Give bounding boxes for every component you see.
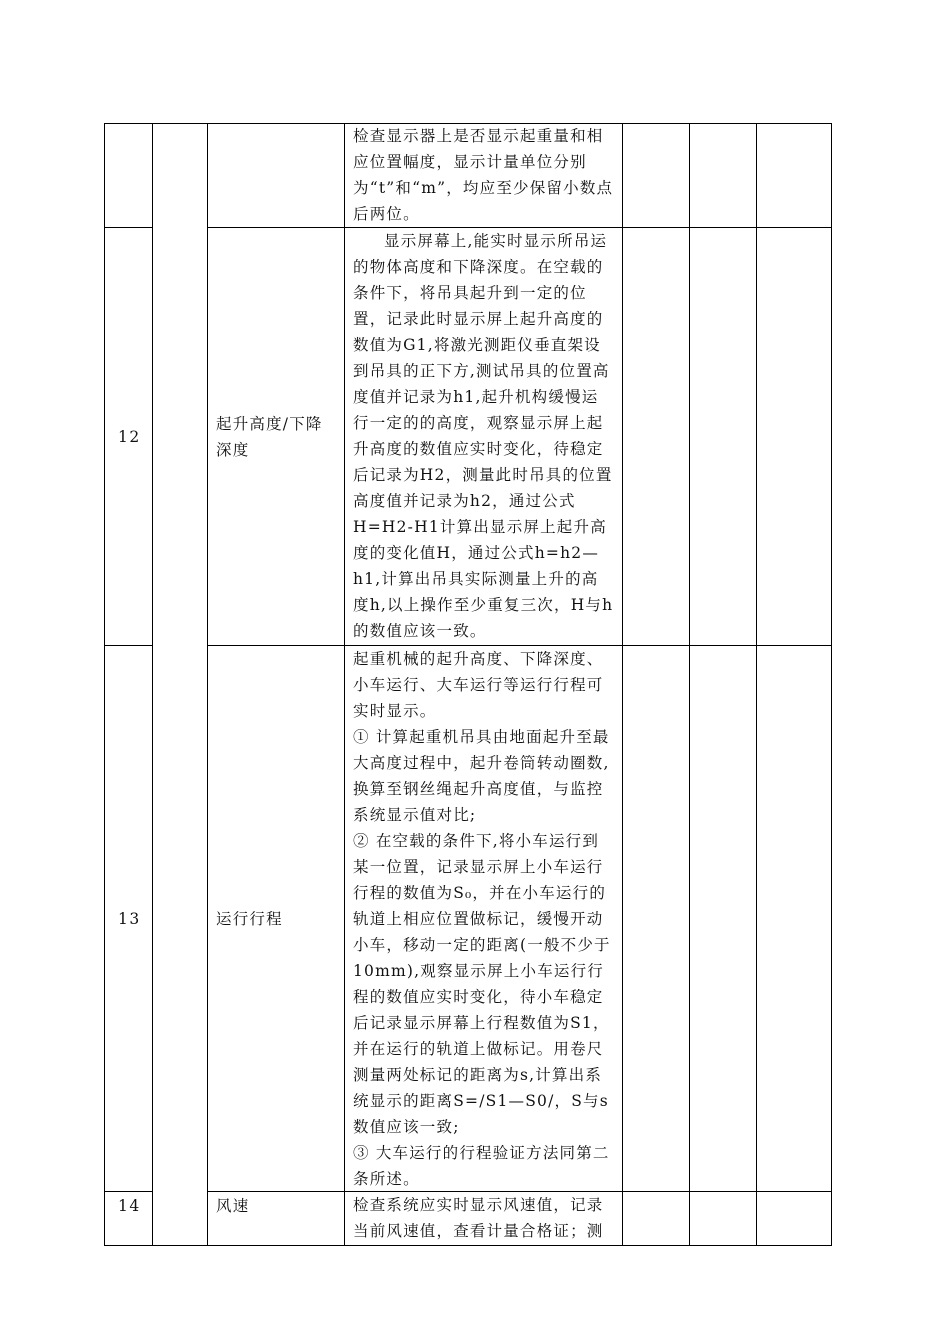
check-item: 运行行程 [216,910,283,928]
check-item: 起升高度/下降深度 [216,415,323,459]
table-row [353,123,615,227]
check-content: 显示屏幕上,能实时显示所吊运的物体高度和下降深度。在空载的条件下，将吊具起升到一定的位置，记录此时显示屏上起升高度的数值为G1,将激光测距仪垂直架设到吊具的正下方,测试吊具的位置高度值并记录为h1,起升机构缓慢运行一定的的高度，观察显示屏上起升高度的数值应实时变化，待稳定后记录为H2，测量此时吊具的位置高度值并记录为h2，通过公式H=H2-H1计算出显示屏上起升高度的变化值H，通过公式h=h2—h1,计算出吊具实际测量上升的高度h,以上操作至少重复三次，H与h的数值应该一致。 [353,232,614,640]
row-number: 14 [118,1197,141,1215]
check-content-step-2: ② 在空载的条件下,将小车运行到某一位置，记录显示屏上小车运行行程的数值为S₀，并在小车运行的轨道上相应位置做标记，缓慢开动小车，移动一定的距离(一般不少于10mm),观察显示屏上小车运行行程的数值应实时变化，待小车稳定后记录显示屏幕上行程数值为S1，并在运行的轨道上做标记。用卷尺测量两处标记的距离为s,计算出系统显示的距离S=/S1—S0/，S与s数值应该一致; [353,832,611,1136]
column-divider [831,123,832,1246]
check-content: 检查系统应实时显示风速值，记录当前风速值，查看计量合格证；测 [353,1196,604,1240]
row-number: 13 [118,910,141,928]
column-divider [622,123,623,1246]
table-row [353,1192,615,1244]
table-row [353,646,615,1192]
check-content: 起重机械的起升高度、下降深度、小车运行、大车运行等运行行程可实时显示。 [353,650,604,720]
table-bottom-border [104,1245,832,1246]
column-divider [207,123,208,1246]
column-divider [689,123,690,1246]
check-item: 风速 [216,1197,250,1215]
column-divider [344,123,345,1246]
row-divider [104,645,152,646]
check-content: 检查显示器上是否显示起重量和相应位置幅度，显示计量单位分别为“t”和“m”，均应至少保留小数点后两位。 [353,127,614,223]
row-number: 12 [118,428,141,446]
row-divider [104,227,152,228]
check-content-step-3: ③ 大车运行的行程验证方法同第二条所述。 [353,1144,610,1188]
column-divider [756,123,757,1246]
row-divider [104,1191,152,1192]
column-divider [104,123,105,1246]
column-divider [152,123,153,1246]
check-content-step-1: ① 计算起重机吊具由地面起升至最大高度过程中，起升卷筒转动圈数,换算至钢丝绳起升高度值，与监控系统显示值对比; [353,728,610,824]
table-row [353,228,615,644]
